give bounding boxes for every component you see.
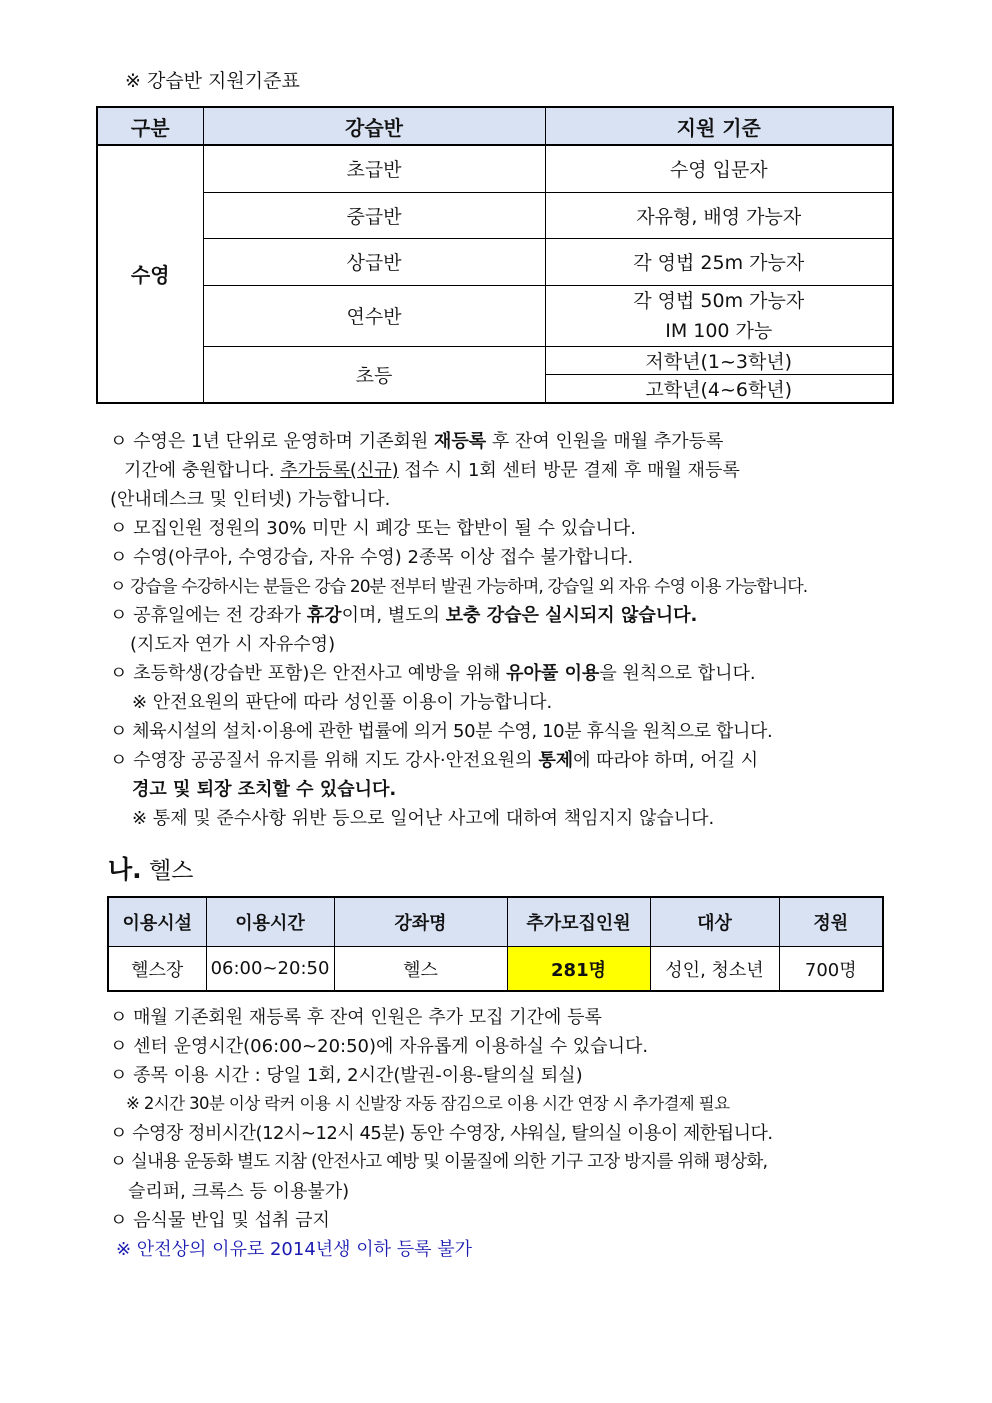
criteria-cell: 각 영법 25m 가능자 [545, 238, 893, 285]
table-row [97, 145, 893, 192]
criteria-cell: 자유형, 배영 가능자 [545, 192, 893, 238]
note-emphasis: 재등록 [434, 431, 487, 452]
note-line: ㅇ 모집인원 정원의 30% 미만 시 폐강 또는 합반이 될 수 있습니다. [110, 518, 636, 539]
health-table [107, 896, 884, 992]
table-row [97, 346, 893, 374]
note-line: ※ 통제 및 준수사항 위반 등으로 일어난 사고에 대하여 책임지지 않습니다. [132, 808, 715, 829]
section-number: 나. [108, 855, 142, 884]
note-line: ㅇ 체육시설의 설치·이용에 관한 법률에 의거 50분 수영, 10분 휴식을 원칙으로 합니다. [110, 721, 773, 742]
note-text: 기간에 충원합니다. [124, 460, 281, 481]
table1-title: ※ 강습반 지원기준표 [125, 70, 300, 92]
note-line-notice: ※ 안전상의 이유로 2014년생 이하 등록 불가 [116, 1239, 473, 1260]
note-line: 경고 및 퇴장 조치할 수 있습니다. [132, 779, 397, 800]
table-row [97, 238, 893, 285]
note-text: 이며, 별도의 [341, 605, 446, 626]
header-course: 강좌명 [334, 897, 507, 947]
criteria-cell: 고학년(4~6학년) [545, 374, 893, 403]
note-line: ㅇ 음식물 반입 및 섭취 금지 [110, 1210, 330, 1231]
class-cell: 중급반 [203, 192, 545, 238]
criteria-line: 각 영법 50m 가능자 [633, 289, 805, 312]
table1-header-row [97, 107, 893, 145]
cell-course: 헬스 [334, 947, 507, 992]
note-line [110, 601, 697, 627]
note-text: ㅇ 수영장 공공질서 유지를 위해 지도 강사·안전요원의 [110, 750, 539, 771]
table-row [108, 947, 883, 992]
table-row [97, 192, 893, 238]
note-line: 슬리퍼, 크록스 등 이용불가) [128, 1181, 350, 1202]
criteria-cell [545, 285, 893, 346]
class-cell: 연수반 [203, 285, 545, 346]
note-line: (지도자 연가 시 자유수영) [130, 634, 336, 655]
note-text: 후 잔여 인원을 매월 추가등록 [486, 431, 724, 452]
note-line: ㅇ 매월 기존회원 재등록 후 잔여 인원은 추가 모집 기간에 등록 [110, 1007, 602, 1028]
header-criteria: 지원 기준 [545, 107, 893, 145]
note-emphasis: 보충 강습은 실시되지 않습니다. [445, 605, 698, 626]
note-text: ㅇ 공휴일에는 전 강좌가 [110, 605, 307, 626]
note-emphasis: 통제 [538, 750, 574, 771]
cell-additional: 281명 [507, 947, 650, 992]
note-emphasis: 유아풀 이용 [506, 663, 600, 684]
note-line: ㅇ 강습을 수강하시는 분들은 강습 20분 전부터 발권 가능하며, 강습일 외 자유 수영 이용 가능합니다. [110, 577, 808, 597]
note-line: ※ 2시간 30분 이상 락커 이용 시 신발장 자동 잠김으로 이용 시간 연장 시 추가결제 필요 [126, 1094, 730, 1113]
header-target: 대상 [650, 897, 779, 947]
criteria-cell: 저학년(1~3학년) [545, 346, 893, 374]
header-time: 이용시간 [206, 897, 334, 947]
note-line [124, 456, 740, 482]
note-text: ㅇ 수영은 1년 단위로 운영하며 기존회원 [110, 431, 434, 452]
note-line: ※ 안전요원의 판단에 따라 성인풀 이용이 가능합니다. [132, 692, 553, 713]
note-underline: 추가등록(신규) [280, 460, 399, 481]
class-cell: 초급반 [203, 145, 545, 192]
note-text: 을 원칙으로 합니다. [599, 663, 756, 684]
class-cell: 초등 [203, 346, 545, 403]
note-text: ㅇ 초등학생(강습반 포함)은 안전사고 예방을 위해 [110, 663, 507, 684]
note-line: ㅇ 수영(아쿠아, 수영강습, 자유 수영) 2종목 이상 접수 불가합니다. [110, 547, 634, 568]
note-line: ㅇ 실내용 운동화 별도 지참 (안전사고 예방 및 이물질에 의한 기구 고장 방지를 위해 평상화, [110, 1152, 768, 1172]
header-category: 구분 [97, 107, 203, 145]
header-capacity: 정원 [779, 897, 883, 947]
note-text: 접수 시 1회 센터 방문 결제 후 매월 재등록 [398, 460, 740, 481]
class-criteria-table [96, 106, 894, 404]
note-line: ㅇ 센터 운영시간(06:00~20:50)에 자유롭게 이용하실 수 있습니다. [110, 1036, 649, 1057]
cell-facility: 헬스장 [108, 947, 206, 992]
cell-capacity: 700명 [779, 947, 883, 992]
note-line [110, 659, 756, 685]
note-text: 에 따라야 하며, 어길 시 [573, 750, 759, 771]
section-title: 헬스 [148, 858, 194, 884]
header-class: 강습반 [203, 107, 545, 145]
note-line [110, 746, 758, 772]
category-swim: 수영 [97, 145, 203, 403]
header-additional: 추가모집인원 [507, 897, 650, 947]
criteria-cell: 수영 입문자 [545, 145, 893, 192]
criteria-line: IM 100 가능 [665, 319, 773, 342]
note-line [110, 427, 723, 453]
class-cell: 상급반 [203, 238, 545, 285]
header-facility: 이용시설 [108, 897, 206, 947]
note-line: ㅇ 수영장 정비시간(12시~12시 45분) 동안 수영장, 샤워실, 탈의실 이용이 제한됩니다. [110, 1123, 773, 1144]
cell-target: 성인, 청소년 [650, 947, 779, 992]
note-line: (안내데스크 및 인터넷) 가능합니다. [110, 489, 391, 510]
cell-time: 06:00~20:50 [206, 947, 334, 992]
note-line: ㅇ 종목 이용 시간 : 당일 1회, 2시간(발권-이용-탈의실 퇴실) [110, 1065, 583, 1086]
section-heading [108, 850, 193, 886]
table-row [97, 285, 893, 346]
table2-header-row [108, 897, 883, 947]
note-emphasis: 휴강 [306, 605, 342, 626]
